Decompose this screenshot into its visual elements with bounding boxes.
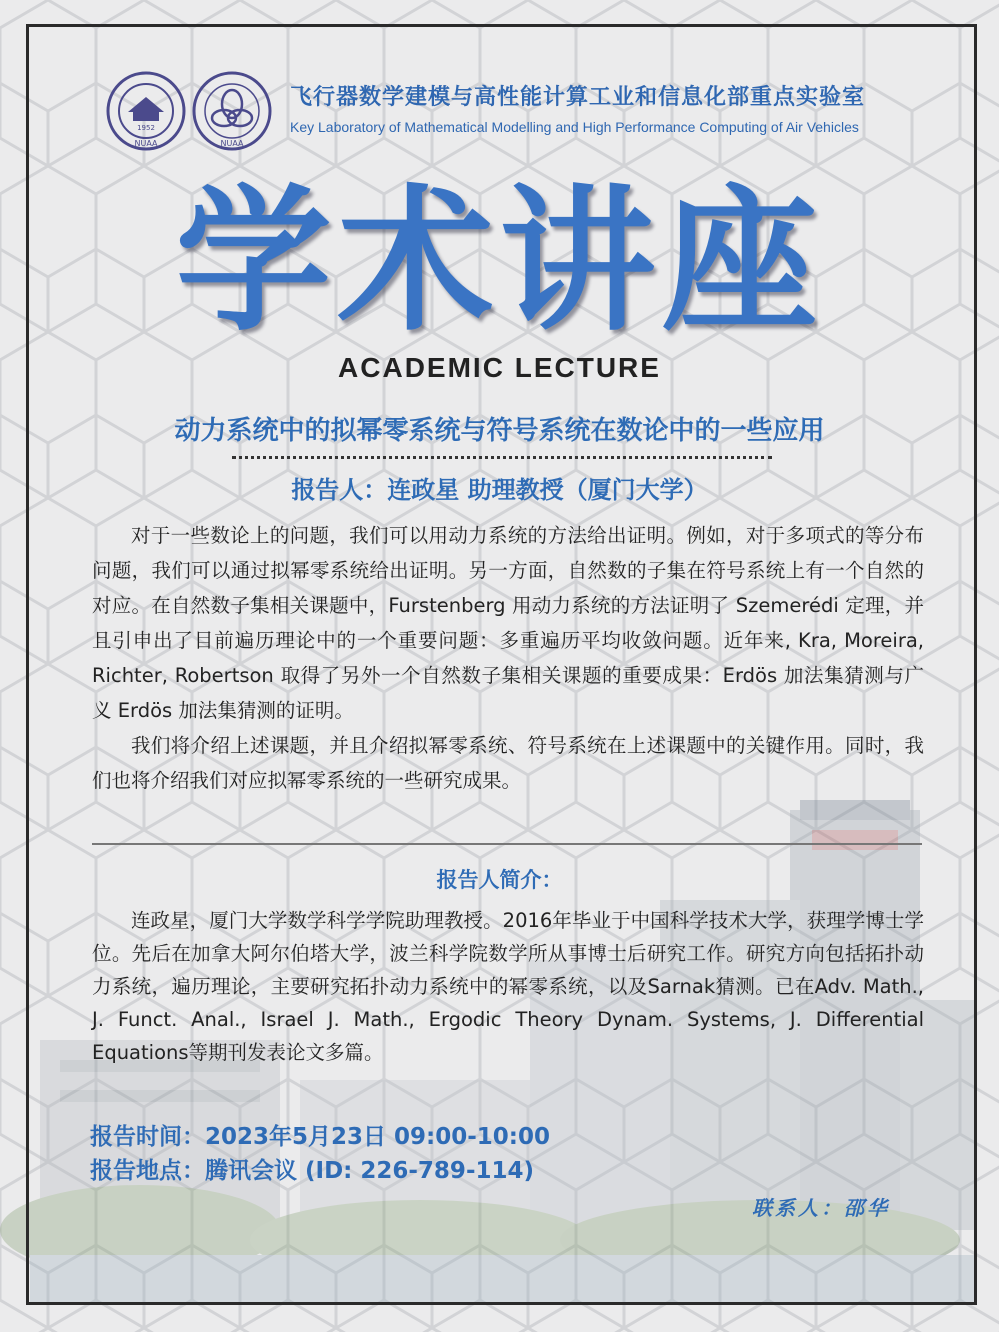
bio-section xyxy=(92,904,924,1069)
contact-person: 联系人：邵华 xyxy=(752,1196,890,1220)
lecture-location: 报告地点：腾讯会议 (ID: 226-789-114) xyxy=(90,1158,535,1184)
speaker-line: 报告人：连政星 助理教授（厦门大学） xyxy=(291,476,708,504)
seal-abbr: NUAA xyxy=(220,139,244,148)
seal-year: 1952 xyxy=(137,124,155,132)
english-subtitle: ACADEMIC LECTURE xyxy=(338,352,661,383)
dotted-divider xyxy=(232,456,772,459)
section-divider xyxy=(92,843,922,845)
bio-paragraph: 连政星，厦门大学数学科学学院助理教授。2016年毕业于中国科学技术大学，获理学博士学位。先后在加拿大阿尔伯塔大学，波兰科学院数学所从事博士后研究工作。研究方向包括拓扑动力系统，遍历理论，主要研究拓扑动力系统中的幂零系统，以及Sarnak猜测。已在Adv. Math., J. Funct. Anal., Israel J. Math., Ergodic Theory Dynam. Systems, J. Differential Equations等期刊发表论文多篇。 xyxy=(92,909,924,1064)
page-title: 学术讲座 xyxy=(175,170,824,352)
lab-seal-icon xyxy=(191,70,273,152)
lab-name-chinese: 飞行器数学建模与高性能计算工业和信息化部重点实验室 xyxy=(290,85,866,110)
abstract-paragraph-2: 我们将介绍上述课题，并且介绍拟幂零系统、符号系统在上述课题中的关键作用。同时，我们也将介绍我们对应拟幂零系统的一些研究成果。 xyxy=(92,734,924,792)
seal-abbr: NUAA xyxy=(134,139,158,148)
abstract-paragraph-1: 对于一些数论上的问题，我们可以用动力系统的方法给出证明。例如，对于多项式的等分布问题，我们可以通过拟幂零系统给出证明。另一方面，自然数的子集在符号系统上有一个自然的对应。在自然数子集相关课题中，Furstenberg 用动力系统的方法证明了 Szemerédi 定理，并且引申出了目前遍历理论中的一个重要问题：多重遍历平均收敛问题。近年来, Kra, Moreira, Richter, Robertson 取得了另外一个自然数子集相关课题的重要成果：Erdös 加法集猜测与广义 Erdös 加法集猜测的证明。 xyxy=(92,524,924,722)
lab-name-english: Key Laboratory of Mathematical Modelling and High Performance Computing of Air Vehicles xyxy=(290,119,859,135)
lecture-title: 动力系统中的拟幂零系统与符号系统在数论中的一些应用 xyxy=(174,416,825,446)
abstract-section xyxy=(92,518,924,798)
lecture-time: 报告时间：2023年5月23日 09:00-10:00 xyxy=(90,1124,550,1150)
bio-heading: 报告人简介： xyxy=(436,868,563,892)
nuaa-university-seal-icon xyxy=(105,70,187,152)
poster-header xyxy=(105,70,905,160)
